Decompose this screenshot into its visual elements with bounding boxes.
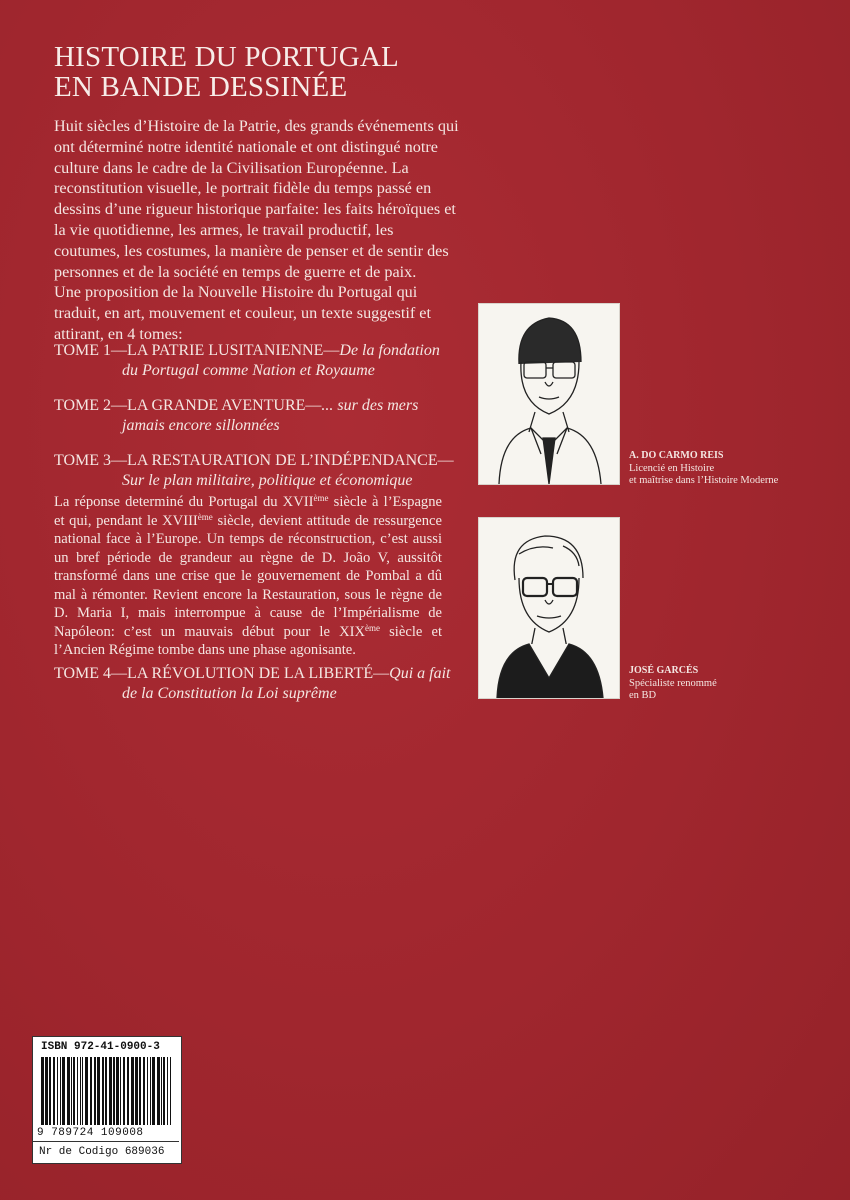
intro-line: coutumes, les costumes, la manière de penser et de sentir des: [54, 241, 449, 260]
tome-1-head: TOME 1—LA PATRIE LUSITANIENNE—: [54, 342, 340, 359]
author-portrait-garces: [478, 517, 620, 699]
intro-line: reconstitution visuelle, le portrait fidèle du temps passé en: [54, 179, 432, 198]
tome-4: [54, 664, 474, 704]
book-title: [54, 42, 399, 102]
tome-3-text-d: siècle et l’Ancien Régime tombe dans une phase agonisante.: [54, 623, 442, 658]
intro-line: culture dans le cadre de la Civilisation Européenne. La: [54, 158, 409, 177]
author-name-garces: JOSÉ GARCÉS: [629, 665, 699, 676]
tome-3-text-b: siècle à l’Espagne et qui, pendant le XVIII: [54, 494, 442, 529]
tome-2-head: TOME 2—LA GRANDE AVENTURE—: [54, 397, 322, 414]
author-caption-garces: [629, 665, 717, 703]
author-caption-reis: [629, 450, 778, 488]
product-code: Nr de Codigo 689036: [33, 1141, 179, 1161]
portrait-sketch-icon: [479, 304, 619, 484]
tome-3-description: [54, 493, 442, 660]
title-line-2: EN BANDE DESSINÉE: [54, 71, 348, 103]
tome-3-head: TOME 3—LA RESTAURATION DE L’INDÉPENDANCE—: [54, 452, 454, 469]
intro-line: personnes et de la société en temps de guerre et de paix.: [54, 262, 417, 281]
author-portrait-reis: [478, 303, 620, 485]
intro-line: traduit, en art, mouvement et couleur, un texte suggestif et: [54, 304, 431, 323]
tome-4-sub: de la Constitution la Loi suprême: [122, 685, 337, 702]
tome-1-sub: du Portugal comme Nation et Royaume: [122, 362, 375, 379]
tome-2-sub: jamais encore sillonnées: [122, 417, 280, 434]
intro-text: [54, 116, 459, 345]
intro-line: ont déterminé notre identité nationale et ont distingué notre: [54, 137, 438, 156]
tome-4-head-italic: Qui a fait: [389, 665, 451, 682]
intro-paragraph: [54, 116, 459, 345]
superscript-eme-3: ème: [365, 622, 381, 633]
author-desc-garces-1: Spécialiste renommé: [629, 677, 717, 689]
intro-line: la vie quotidienne, les armes, le travail productif, les: [54, 220, 394, 239]
tome-1: [54, 341, 474, 381]
isbn-number: ISBN 972-41-0900-3: [41, 1041, 160, 1053]
intro-line: attirant, en 4 tomes:: [54, 324, 183, 343]
barcode-label: [32, 1036, 182, 1164]
author-desc-reis-1: Licencié en Histoire: [629, 462, 715, 474]
tome-4-head: TOME 4—LA RÉVOLUTION DE LA LIBERTÉ—: [54, 665, 390, 682]
tome-3-text-a: La réponse determiné du Portugal du XVII: [54, 494, 314, 510]
tome-3: [54, 451, 474, 491]
ean-number: 9 789724 109008: [37, 1127, 144, 1139]
intro-line: Une proposition de la Nouvelle Histoire du Portugal qui: [54, 283, 418, 302]
tome-1-head-italic: De la fondation: [339, 342, 440, 359]
intro-line: dessins d’une rigueur historique parfaite: les faits héroïques et: [54, 200, 456, 219]
intro-line: Huit siècles d’Histoire de la Patrie, des grands événements qui: [54, 117, 459, 135]
tome-3-sub: Sur le plan militaire, politique et économique: [122, 472, 413, 489]
author-desc-garces-2: en BD: [629, 690, 657, 701]
superscript-eme-2: ème: [197, 511, 213, 522]
tome-2: [54, 396, 474, 436]
tome-2-head-italic: ... sur des mers: [321, 397, 419, 414]
tome-3-text-c: siècle, devient attitude de ressurgence national face à l’Europe. Un temps de réconstruction, c’est aussi un bref période de grandeur au règne de D. João V, aussitôt transformé dans une crise que le gouvernement de Pombal a dû mal à rémonter. Revient encore la Restauration, sous le règne de D. Maria I, mais interrompue à cause de l’Impérialisme de Napóleon: c’est un mauvais début pour le XIX: [54, 512, 442, 640]
title-line-1: HISTOIRE DU PORTUGAL: [54, 41, 399, 73]
author-name-reis: A. DO CARMO REIS: [629, 450, 724, 461]
portrait-sketch-icon-2: [479, 518, 619, 698]
author-desc-reis-2: et maîtrise dans l’Histoire Moderne: [629, 475, 779, 486]
barcode-icon: [39, 1057, 175, 1127]
superscript-eme-1: ème: [313, 493, 329, 503]
